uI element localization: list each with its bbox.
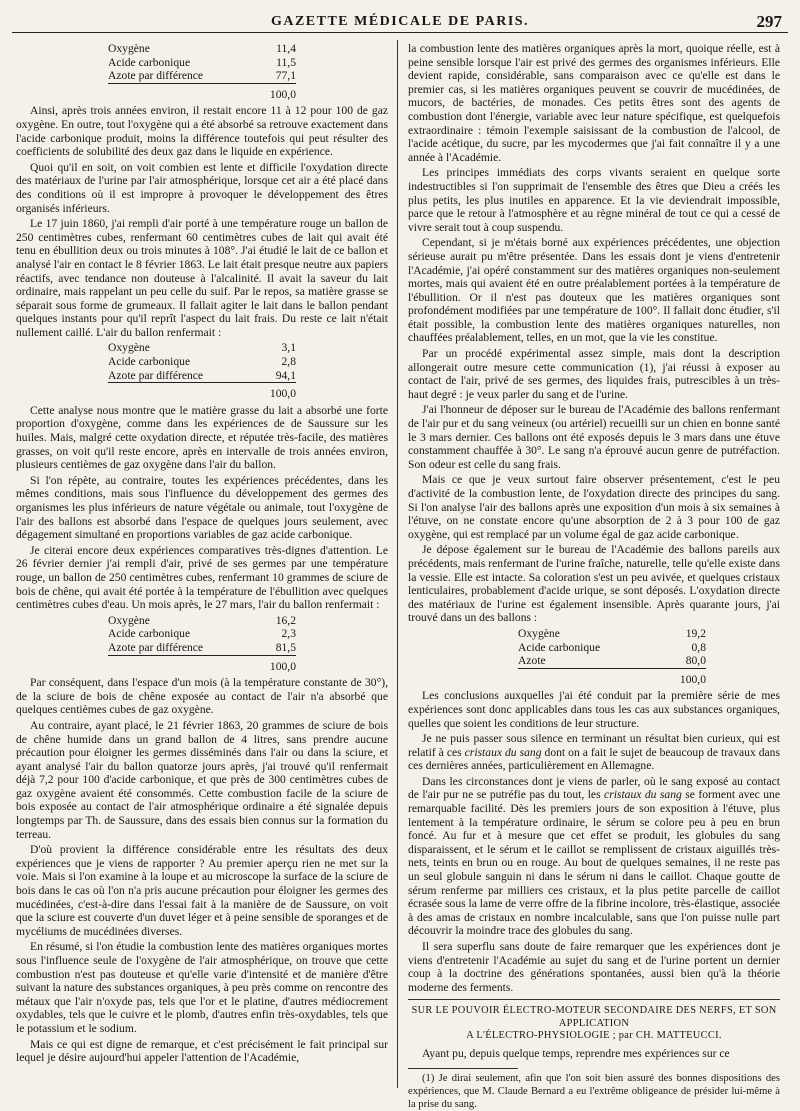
paragraph: Les principes immédiats des corps vivants seraient en quelque sorte indestructibles si l'on supprimait de l'ensemble des êtres que Dieu a créés les plus petits, les plus inutiles en apparence. Et la vie deviendrait impossible, parce que le retour à l'atmosphère et au règne minéral de tout ce qui a cessé de vivre serait tout à coup suspendu. xyxy=(408,166,780,234)
table-total-row: 100,0 xyxy=(108,383,296,401)
page-header xyxy=(12,6,788,33)
table-row: Azote 80,0 xyxy=(518,654,706,668)
table-row: Oxygène 16,2 xyxy=(108,613,296,627)
paragraph: D'où provient la différence considérable entre les résultats des deux expériences que je viens de rapporter ? Au premier aperçu rien ne met sur la voie. Mais si l'on examine à la loupe et au microscope la surface de la sciure de bois dans le cas où l'on n'a pris aucune précaution pour éloigner les germes des mucédinées, c'est-à-dire dans l'essai fait à la manière de de Saussure, on voit que la sciure est couverte d'un duvet léger et à peine sensible de sporanges et de mycéliums de mucédinées diverses. xyxy=(16,843,388,938)
paragraph: Mais ce que je veux surtout faire observer présentement, c'est le peu d'activité de la combustion lente, de l'oxydation directe des principes du sang. Si l'on analyse l'air des ballons après une exposition d'un mois à six semaines à l'étuve, on ne constate encore qu'une absorption de 2 à 3 pour 100 de gaz oxygène, qui est remplacé par un volume égal de gaz acide carbonique. xyxy=(408,473,780,541)
left-column xyxy=(16,42,388,1067)
paragraph: Au contraire, ayant placé, le 21 février 1863, 20 grammes de sciure de bois de chêne humide dans un grand ballon de 4 litres, sans prendre aucune précaution pour éloigner les germes disséminés dans l'air ou dans la sciure, et ayant analysé l'air du ballon quatorze jours après, j'ai trouvé qu'il renfermait déjà 7,2 pour 100 d'acide carbonique, et que près de 300 centimètres cubes de gaz oxygène avaient été consommés. Cette combustion facile de la sciure de bois exposée au contact de l'air atmosphérique ordinaire a été signalée depuis longtemps par Th. de Saussure, dans des essais bien connus sur la formation du terreau. xyxy=(16,718,388,841)
paragraph: Quoi qu'il en soit, on voit combien est lente et difficile l'oxydation directe des matériaux de l'urine par l'air atmosphérique, lorsque cet air a été placé dans des conditions où il est impropre à provoquer le développement des êtres organisés inférieurs. xyxy=(16,160,388,215)
table-row: Oxygène 19,2 xyxy=(518,626,706,640)
table-row: Azote par différence 81,5 xyxy=(108,640,296,654)
table-total-row: 100,0 xyxy=(518,668,706,686)
right-column xyxy=(408,42,780,1111)
paragraph: Cette analyse nous montre que le matière grasse du lait a absorbé une forte proportion d'oxygène, comme dans les expériences de de Saussure sur les huiles. Mais, malgré cette oxydation directe, et réputée très-facile, des matières grasses, on voit qu'il reste encore, après en intervalle de trois années environ, plusieurs centièmes de gaz oxygène dans l'air du ballon. xyxy=(16,403,388,472)
paragraph: Mais ce qui est digne de remarque, et c'est précisément le fait principal sur lequel je désire aujourd'hui appeler l'attention de l'Académie, xyxy=(16,1037,388,1065)
page-number: 297 xyxy=(756,12,782,31)
emphasis: cristaux du sang xyxy=(604,788,682,802)
gas-table-fresh-urine xyxy=(518,627,706,686)
paragraph: Si l'on répète, au contraire, toutes les expériences précédentes, dans les mêmes conditions, mais sous l'influence du développement des germes des organismes les plus inférieurs de nature végétale ou animale, tout l'oxygène de l'air des ballons est absorbé dans l'espace de quelques jours seulement, avec dégagement simultané en proportions variables de gaz acide carbonique. xyxy=(16,473,388,542)
table-total-row: 100,0 xyxy=(108,655,296,673)
table-row: Acide carbonique 0,8 xyxy=(518,640,706,654)
paragraph: Il sera superflu sans doute de faire remarquer que les expériences dont je viens d'entretenir l'Académie au sujet du sang et de l'urine portent un dernier coup à la doctrine des générations spontanées, aussi bien qu'à la théorie moderne des ferments. xyxy=(408,940,780,994)
table-row: Azote par différence 94,1 xyxy=(108,368,296,382)
paragraph: la combustion lente des matières organiques après la mort, quoique réelle, est à peine sensible lorsque l'air est privé des germes des organismes inférieurs. Elle devient rapide, considérable, sans comparaison avec ce qu'elle est dans le premier cas, si les matières organiques peuvent se couvrir de mucédinées, de mucors, de bactéries, de monades. Ces petits êtres sont des agents de combustion dont l'énergie, variable avec leur nature spécifique, est quelquefois extraordinaire : témoin l'exemple saisissant de la combustion de l'alcool, de l'acide acétique, du sucre, par les mycodermes que j'ai fait connaître il y a une année à l'Académie. xyxy=(408,42,780,164)
column-divider xyxy=(397,40,398,1088)
paragraph: Le 17 juin 1860, j'ai rempli d'air porté à une température rouge un ballon de 250 centimètres cubes, renfermant 60 centimètres cubes de lait qui avait été tenu en ébullition deux ou trois minutes à 108°. J'ai étudié le lait de ce ballon et analysé l'air en contact le 8 février 1863. Le lait était presque neutre aux papiers réactifs, avec tendance non douteuse à l'alcalinité. Il avait la saveur du lait ordinaire, mais rappelant un peu celle du suif. Par le repos, sa matière grasse se séparait sous forme de grumeaux. Il fallait agiter le lait dans le ballon pendant quelques instants pour qu'il reprît l'aspect du lait frais. Du reste ce lait n'était nullement caillé. L'air du ballon renfermait : xyxy=(16,217,388,339)
paragraph: Par un procédé expérimental assez simple, mais dont la description allongerait outre mesure cette communication (1), j'ai réussi à exposer au contact de l'air, privé de ses germes, des liquides frais, putrescibles à un très-haut degré : je veux parler du sang et de l'urine. xyxy=(408,347,780,401)
emphasis: cristaux du sang xyxy=(464,745,542,759)
table-row: Acide carbonique 11,5 xyxy=(108,55,296,69)
journal-title: GAZETTE MÉDICALE DE PARIS. xyxy=(270,14,530,29)
section-separator xyxy=(408,999,780,1000)
paragraph: Cependant, si je m'étais borné aux expériences précédentes, une objection sérieuse aurait pu m'être présentée. Dans les essais dont je viens d'entretenir l'Académie, j'ai opéré constamment sur des matières organiques non-seulement mortes, mais qui avaient été en outre préalablement portées à la température de l'ébullition. Or il n'est pas douteux que les matières organiques sont profondément modifiées par une température de 100°. Il fallait donc étudier, s'il était possible, la combustion lente des matières organiques naturelles, non chauffées préalablement, telles, en un mot, que la vie les constitue. xyxy=(408,236,780,345)
section-heading: SUR LE POUVOIR ÉLECTRO-MOTEUR SECONDAIRE DES NERFS, ET SON APPLICATION A L'ÉLECTRO-PHYSIOLOGIE ; par CH. MATTEUCCI. xyxy=(411,1005,777,1042)
table-row: Acide carbonique 2,3 xyxy=(108,627,296,641)
table-row: Azote par différence 77,1 xyxy=(108,69,296,83)
paragraph: Ayant pu, depuis quelque temps, reprendre mes expériences sur ce xyxy=(422,1046,730,1060)
paragraph: Ainsi, après trois années environ, il restait encore 11 à 12 pour 100 de gaz oxygène. En outre, tout l'oxygène qui a été absorbé sa retrouve exactement dans l'acide carbonique produit, moins la différence toutefois qui peut résulter des coefficients de solubilité des deux gaz dans le liquide en expérience. xyxy=(16,104,388,159)
table-row: Acide carbonique 2,8 xyxy=(108,355,296,369)
paragraph: Dans les circonstances dont je viens de parler, où le sang exposé au contact de l'air pur ne se putréfie pas du tout, les cristaux du sang se forment avec une remarquable facilité. Dès les premiers jours de son exposition à l'étuve, plus lentement à la température ordinaire, le sérum se colore peu à peu en brun foncé. Au fur et à mesure que cet effet se produit, les globules du sang disparaissent, et le sérum et le caillot se remplissent de cristaux aiguillés très-nets, teints en brun ou en rouge. Au bout de quelques semaines, il ne reste pas un seul globule sanguin ni dans le sérum ni dans le caillot. Chaque goutte de sérum renferme par milliers ces cristaux, et la plus petite parcelle de caillot écrasée sous la lame de verre offre de la fibrine incolore, très-élastique, associée à des amas de cristaux en nombre incalculable, sans que l'on puisse nulle part découvrir la moindre trace des globules du sang. xyxy=(408,774,780,938)
table-total-row: 100,0 xyxy=(108,83,296,101)
gas-table-sawdust xyxy=(108,614,296,673)
paragraph: Je ne puis passer sous silence en terminant un résultat bien curieux, qui est relatif à ces cristaux du sang dont on a fait le sujet de beaucoup de travaux dans ces dernières années, particulièrement en Allemagne. xyxy=(408,732,780,773)
table-row: Oxygène 11,4 xyxy=(108,42,296,55)
paragraph: Par conséquent, dans l'espace d'un mois (à la température constante de 30°), de la sciure de bois de chêne exposée au contact de l'air n'a absorbé que quelques centièmes cubes de gaz oxygène. xyxy=(16,676,388,717)
paragraph: J'ai l'honneur de déposer sur le bureau de l'Académie des ballons renfermant de l'air pur et du sang veineux (ou artériel) recueilli sur un chien en bonne santé le 3 mars dernier. Ces ballons ont été exposés depuis le 3 mars dans une étuve constamment chauffée à 30°. Le sang n'a éprouvé aucun genre de putréfaction. Son odeur est celle du sang frais. xyxy=(408,403,780,471)
paragraph: Je dépose également sur le bureau de l'Académie des ballons pareils aux précédents, mais renfermant de l'urine fraîche, naturelle, telle qu'elle existe dans la vessie. Elle est intacte. Sa coloration s'est un peu avivée, et quelques cristaux lenticulaires, probablement d'acide urique, se sont déposés. L'oxydation directe des matériaux de l'urine est également insensible. Après quarante jours, j'ai trouvé dans un des ballons : xyxy=(408,543,780,625)
paragraph: En résumé, si l'on étudie la combustion lente des matières organiques mortes sous l'influence seule de l'oxygène de l'air atmosphérique, on trouve que cette combustion n'est pas douteuse et qu'elle varie d'intensité et de manière d'être suivant la nature des substances organiques, à peu près comme on rencontre des métaux que l'air n'oxyde pas, tels que l'or et le platine, d'autres médiocrement oxydables, tels que le cuivre et le plomb, d'autres enfin très-oxydables, tels que le potassium et le sodium. xyxy=(16,940,388,1035)
gas-table-milk xyxy=(108,341,296,400)
table-row: Oxygène 3,1 xyxy=(108,341,296,355)
footnote: (1) Je dirai seulement, afin que l'on soit bien assuré des bonnes dispositions des expériences, que M. Claude Bernard a eu l'extrême obligeance de présider lui-même à la prise du sang. xyxy=(408,1073,780,1110)
paragraph: Les conclusions auxquelles j'ai été conduit par la première série de mes expériences sont donc applicables dans tous les cas aux substances organiques, quelles que soient les conditions de leur structure. xyxy=(408,689,780,730)
footnote-rule xyxy=(408,1068,518,1069)
gas-table-urine xyxy=(108,42,296,101)
paragraph: Je citerai encore deux expériences comparatives très-dignes d'attention. Le 26 février dernier j'ai rempli d'air, privé de ses germes par une température rouge, un ballon de 250 centimètres cubes, renfermant 10 grammes de sciure de bois de chêne, qui avait été portée à la température de l'ébullition avec quelques centimètres cubes d'eau. Un mois après, le 27 mars, l'air du ballon renfermait : xyxy=(16,543,388,612)
